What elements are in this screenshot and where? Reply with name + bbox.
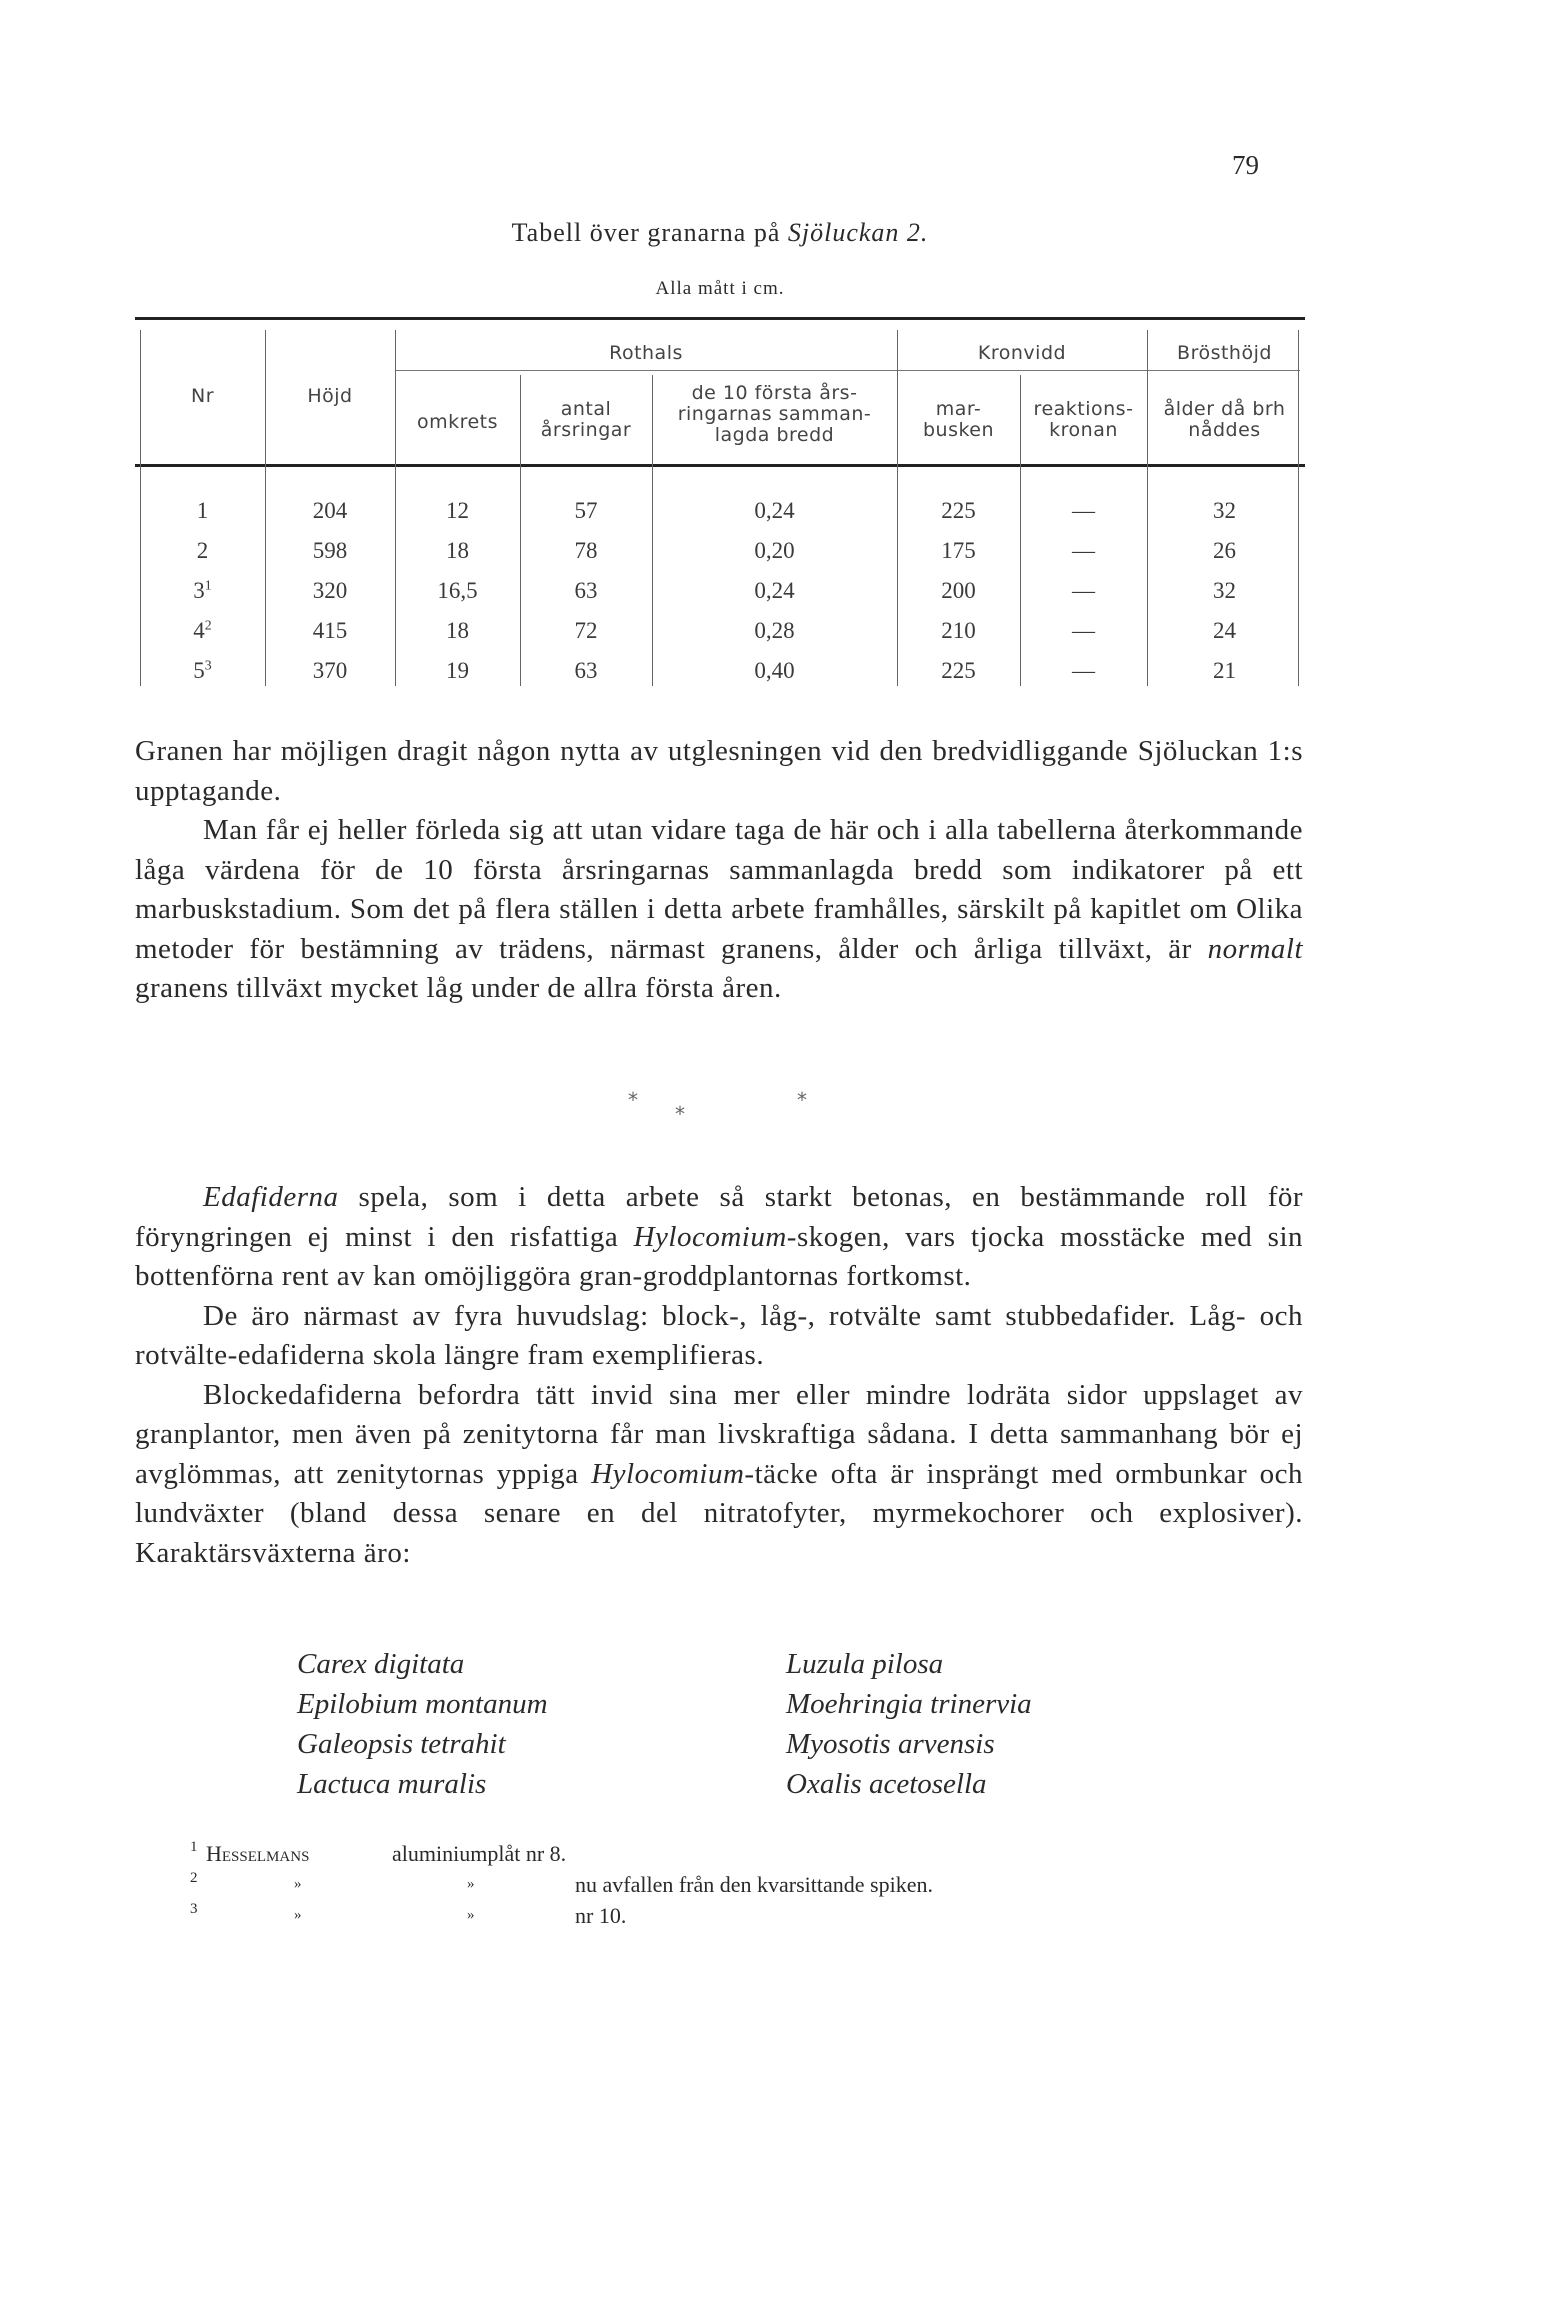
- cell-marbusken: 225: [941, 658, 976, 683]
- species-name: Oxalis acetosella: [786, 1768, 987, 1800]
- section-break-asterisk: *: [628, 1088, 638, 1112]
- cell-nr: 2: [196, 538, 209, 563]
- header-kronvidd: Kronvidd: [977, 342, 1067, 364]
- cell-hojd: 320: [312, 578, 348, 603]
- cell-reaktionskronan: —: [1072, 498, 1095, 523]
- emphasis: Hylocomium: [633, 1220, 787, 1253]
- cell-nr: $5^3$: [193, 657, 212, 683]
- cell-reaktionskronan: —: [1072, 538, 1095, 563]
- table-top-rule: [135, 317, 1305, 320]
- species-name: Myosotis arvensis: [786, 1728, 995, 1760]
- cell-nr: $3^1$: [193, 577, 212, 603]
- header-omkrets: omkrets: [416, 411, 499, 433]
- cell-marbusken: 175: [941, 538, 976, 563]
- cell-antal: 63: [574, 578, 598, 603]
- header-alder: [1147, 399, 1302, 441]
- cell-hojd: 598: [312, 538, 348, 563]
- header-antal-l2: årsringar: [540, 419, 632, 441]
- header-mar-l2: busken: [922, 419, 995, 441]
- paragraph: Edafiderna spela, som i detta arbete så starkt betonas, en bestämmande roll för föryngringen ej minst i den risfattiga Hylocomium-skogen, vars tjocka mosstäcke med sin bottenförna rent av kan omöjliggöra gran-groddplantornas fortkomst.: [135, 1181, 1304, 1292]
- cell-antal: 57: [574, 498, 598, 523]
- species-name: Galeopsis tetrahit: [297, 1728, 506, 1760]
- header-alder-l1: ålder då brh: [1163, 398, 1286, 420]
- cell-hojd: 370: [312, 658, 348, 683]
- cell-nr: $4^2$: [193, 617, 212, 643]
- cell-alder: 24: [1213, 618, 1236, 643]
- page-number: 79: [1232, 150, 1259, 180]
- cell-antal: 72: [574, 618, 598, 643]
- species-name: Epilobium montanum: [297, 1688, 548, 1720]
- cell-alder: 32: [1213, 498, 1236, 523]
- cell-hojd: 204: [312, 498, 348, 523]
- header-brosthojd: Brösthöjd: [1177, 342, 1272, 364]
- header-reak-l2: kronan: [1049, 419, 1118, 441]
- section-break-asterisk: *: [675, 1102, 685, 1126]
- paragraph: Man får ej heller förleda sig att utan vidare taga de här och i alla tabellerna återkommande låga värdena för de 10 första årsringarnas sammanlagda bredd som indikatorer på ett marbuskstadium. Som det på flera ställen i detta arbete framhålles, särskilt på kapitlet om Olika metoder för bestämning av trädens, närmast granens, ålder och årliga tillväxt, är normalt granens tillväxt mycket låg under de allra första åren.: [135, 814, 1303, 1004]
- header-antal: [520, 399, 652, 441]
- cell-omkrets: 12: [446, 498, 469, 523]
- table-subtitle: Alla mått i cm.: [655, 278, 785, 299]
- cell-bredd: 0,24: [754, 578, 795, 603]
- header-alder-l2: nåddes: [1188, 419, 1261, 441]
- cell-alder: 21: [1213, 658, 1236, 683]
- emphasis: Hylocomium: [591, 1457, 745, 1490]
- paragraph: Granen har möjligen dragit någon nytta av utglesningen vid den bredvidliggande Sjöluckan 1:s upptagande.: [135, 735, 1303, 807]
- text-block-1: [135, 732, 1303, 1009]
- cell-reaktionskronan: —: [1072, 618, 1095, 643]
- table-title-text: Tabell över granarna på: [511, 218, 781, 247]
- paragraph: De äro närmast av fyra huvudslag: block-, låg-, rotvälte samt stubbedafider. Låg- och rotvälte-edafiderna skola längre fram exemplifieras.: [135, 1299, 1303, 1371]
- table-header-rule: [135, 464, 1305, 467]
- cell-antal: 63: [574, 658, 598, 683]
- header-marbusken: [897, 399, 1020, 441]
- header-first10-l1: de 10 första års-: [691, 382, 858, 404]
- cell-antal: 78: [574, 538, 598, 563]
- section-break-asterisk: *: [797, 1088, 807, 1112]
- cell-reaktionskronan: —: [1072, 658, 1095, 683]
- species-name: Carex digitata: [297, 1648, 465, 1680]
- cell-marbusken: 210: [941, 618, 976, 643]
- header-antal-l1: antal: [560, 398, 612, 420]
- header-first10-l2: ringarnas samman-: [677, 403, 872, 425]
- cell-omkrets: 19: [446, 658, 469, 683]
- cell-bredd: 0,28: [754, 618, 795, 643]
- cell-hojd: 415: [312, 618, 348, 643]
- cell-reaktionskronan: —: [1072, 578, 1095, 603]
- header-nr: Nr: [190, 385, 215, 407]
- header-reak-l1: reaktions-: [1033, 398, 1134, 420]
- table-title-italic: Sjöluckan 2.: [787, 218, 929, 247]
- header-first10: [652, 383, 897, 446]
- cell-omkrets: 18: [446, 618, 469, 643]
- paragraph: Blockedafiderna befordra tätt invid sina mer eller mindre lodräta sidor uppslaget av granplantor, men även på zenitytorna får man livskraftiga sådana. I detta sammanhang bör ej avglömmas, att zenitytornas yppiga Hylocomium-täcke ofta är insprängt med ormbunkar och lundväxter (bland dessa senare en del nitratofyter, myrmekochorer och explosiver). Karaktärsväxterna äro:: [135, 1378, 1304, 1569]
- species-list-left: [297, 1644, 548, 1804]
- cell-nr: 1: [196, 498, 209, 523]
- header-mar-l1: mar-: [935, 398, 982, 420]
- cell-omkrets: 16,5: [437, 578, 478, 603]
- header-hojd: Höjd: [307, 385, 353, 407]
- emphasis: normalt: [1207, 932, 1303, 965]
- cell-omkrets: 18: [446, 538, 469, 563]
- header-first10-l3: lagda bredd: [714, 424, 835, 446]
- species-name: Luzula pilosa: [786, 1648, 944, 1680]
- text-block-2: [135, 1178, 1303, 1573]
- emphasis: Edafiderna: [203, 1181, 339, 1213]
- page: 79 Tabell över granarna på Sjöluckan 2. Alla mått i cm. Rothals Kronvidd Brösthöjd Nr Höjd omkrets antal årsringar de 10 första års- ringarnas samman- lagda bredd mar- busken reaktions- kronan ålder då brh nåddes 1 204 12 57 0,24 225 — 32 2 598 18 78 0,20 175 — 26 $3^1$ 320 16,5 63 0,24 200 — 32 $4^2$ 415 18 72 0,28 210 — 24 $5^3$ 370 19 63 0,40 225 — 21 Granen har möjligen dragit någon nytta av utglesningen vid den bredvidliggande Sjöluckan 1:s upptagande. Man får ej heller förleda sig att utan vidare taga de här och i alla tabellerna återkommande låga värdena för de 10 första årsringarnas sammanlagda bredd som indikatorer på ett marbuskstadium. Som det på flera ställen i detta arbete framhålles, särskilt på kapitlet om Olika metoder för bestämning av trädens, närmast granens, ålder och årliga tillväxt, är normalt granens tillväxt mycket låg under de allra första åren. * * * Edafiderna spela, som i detta arbete så starkt betonas, en bestämmande roll för föryngringen ej minst i den risfattiga Hylocomium-skogen, vars tjocka mosstäcke med sin bottenförna rent av kan omöjliggöra gran-groddplantornas fortkomst. De äro närmast av fyra huvudslag: block-, låg-, rotvälte samt stubbedafider. Låg- och rotvälte-edafiderna skola längre fram exemplifieras. Blockedafiderna befordra tätt invid sina mer eller mindre lodräta sidor uppslaget av granplantor, men även på zenitytorna får man livskraftiga sådana. I detta sammanhang bör ej avglömmas, att zenitytornas yppiga Hylocomium-täcke ofta är insprängt med ormbunkar och lundväxter (bland dessa senare en del nitratofyter, myrmekochorer och explosiver). Karaktärsväxterna äro: Carex digitata Epilobium montanum Galeopsis tetrahit Lactuca muralis Luzula pilosa Moehringia trinervia Myosotis arvensis Oxalis acetosella 1 Hesselmans aluminiumplåt nr 8. 2 » » nu avfallen från den kvarsittande spiken. 3 » » nr 10.: [0, 0, 1551, 2304]
- cell-marbusken: 200: [941, 578, 976, 603]
- species-name: Lactuca muralis: [297, 1768, 487, 1800]
- species-name: Moehringia trinervia: [786, 1688, 1032, 1720]
- cell-marbusken: 225: [941, 498, 976, 523]
- cell-alder: 32: [1213, 578, 1236, 603]
- cell-bredd: 0,40: [754, 658, 795, 683]
- cell-bredd: 0,20: [754, 538, 795, 563]
- cell-bredd: 0,24: [754, 498, 795, 523]
- data-table: [0, 0, 1551, 700]
- header-reaktionskronan: [1020, 399, 1147, 441]
- species-list-right: [786, 1644, 1032, 1804]
- header-rothals: Rothals: [609, 342, 683, 364]
- cell-alder: 26: [1213, 538, 1236, 563]
- table-group-rule: [395, 370, 1300, 371]
